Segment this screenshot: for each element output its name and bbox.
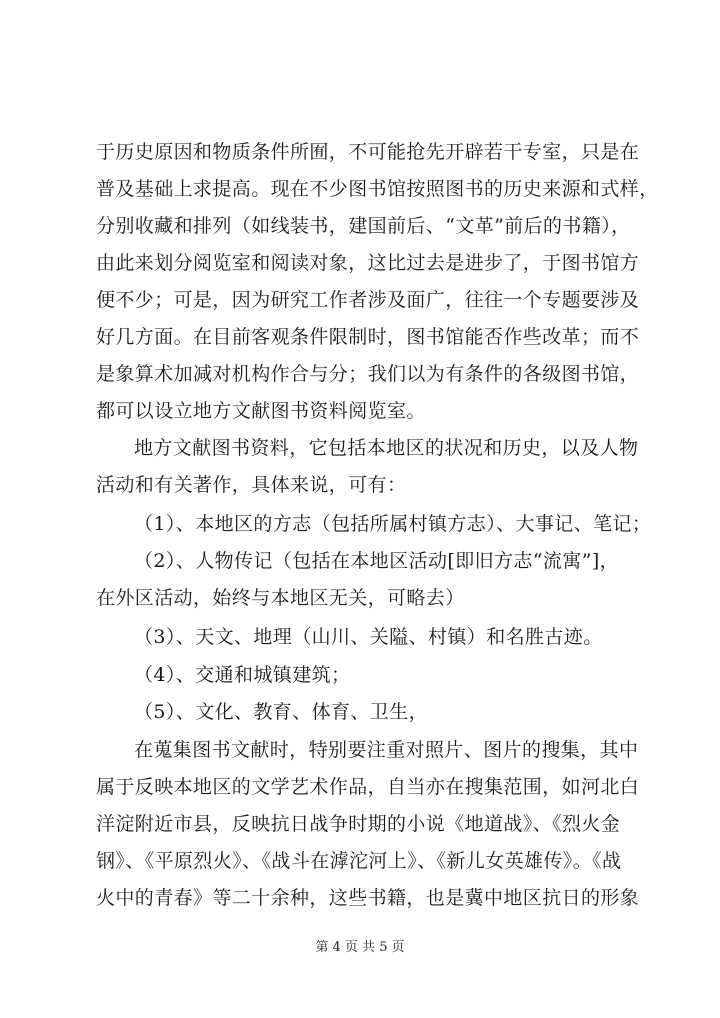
text-line: 好几方面。在目前客观条件限制时，图书馆能否作些改革；而不	[96, 326, 640, 348]
list-item-1: （1）、本地区的方志（包括所属村镇方志）、大事记、笔记；	[134, 513, 652, 535]
text-line: 分别收藏和排列（如线装书，建国前后、“文革”前后的书籍），	[96, 215, 631, 237]
text-line: 钢》、《平原烈火》、《战斗在滹沱河上》、《新儿女英雄传》。《战	[96, 850, 622, 872]
paragraph-first-line: 在蒐集图书文献时，特别要注重对照片、图片的搜集，其中	[134, 739, 639, 761]
text-line: 属于反映本地区的文学艺术作品，自当亦在搜集范围，如河北白	[96, 776, 640, 798]
text-line: 洋淀附近市县，反映抗日战争时期的小说《地道战》、《烈火金	[96, 813, 621, 835]
list-item-5: （5）、文化、教育、体育、卫生，	[134, 701, 428, 723]
text-line: 火中的青春》等二十余种，这些书籍，也是冀中地区抗日的形象	[96, 887, 640, 909]
list-item-4: （4）、交通和城镇建筑；	[134, 664, 351, 686]
list-item-2: （2）、人物传记（包括在本地区活动[即旧方志“流寓”]，	[134, 550, 620, 572]
text-line: 由此来划分阅览室和阅读对象，这比过去是进步了，于图书馆方	[96, 252, 640, 274]
text-line: 普及基础上求提高。现在不少图书馆按照图书的历史来源和式样，	[96, 178, 659, 200]
text-line: 于历史原因和物质条件所囿，不可能抢先开辟若干专室，只是在	[96, 141, 640, 163]
text-line: 在外区活动，始终与本地区无关，可略去）	[96, 587, 465, 609]
paragraph-first-line: 地方文献图书资料，它包括本地区的状况和历史，以及人物	[134, 437, 639, 459]
text-line: 是象算术加减对机构作合与分；我们以为有条件的各级图书馆，	[96, 363, 640, 385]
text-line: 都可以设立地方文献图书资料阅览室。	[96, 400, 426, 422]
text-line: 便不少；可是，因为研究工作者涉及面广，往往一个专题要涉及	[96, 289, 640, 311]
page-number-footer: 第 4 页 共 5 页	[315, 940, 405, 955]
text-line: 活动和有关著作，具体来说，可有：	[96, 474, 407, 496]
list-item-3: （3）、天文、地理（山川、关隘、村镇）和名胜古迹。	[134, 626, 603, 648]
